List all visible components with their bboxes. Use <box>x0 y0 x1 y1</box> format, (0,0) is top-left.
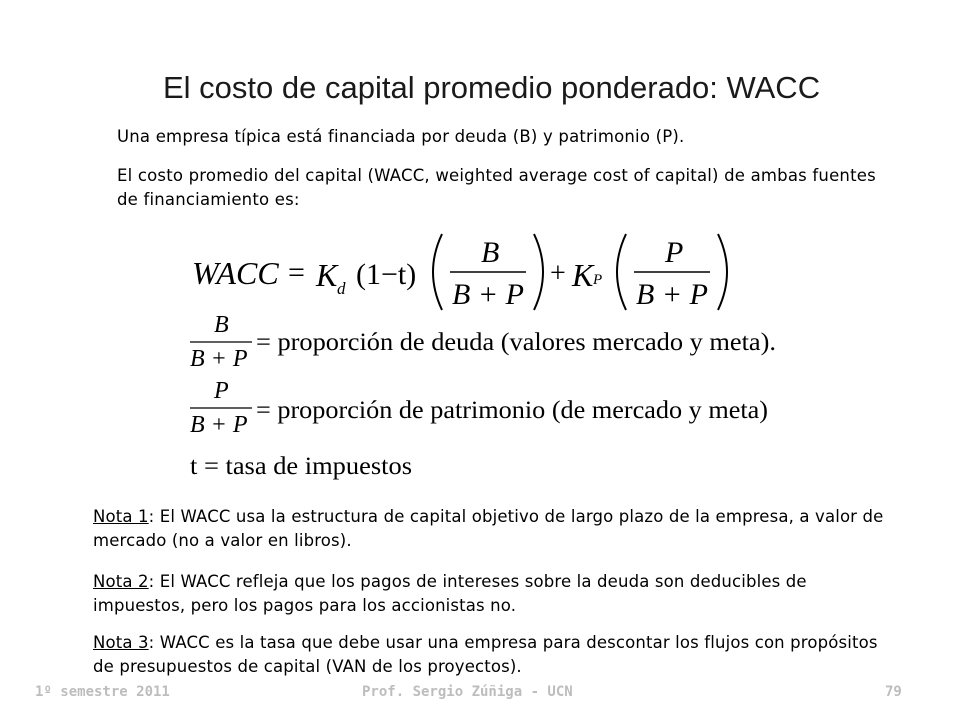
tax-factor: (1−t) <box>356 258 417 291</box>
note-3-label: Nota 3 <box>93 633 149 652</box>
footer-page-number: 79 <box>885 684 902 700</box>
note-1-text: : El WACC usa la estructura de capital objetivo de largo plazo de la empresa, a valor de mercado (no a valor en libros). <box>93 507 884 550</box>
wacc-lhs: WACC <box>192 255 279 291</box>
intro-paragraph-1: Una empresa típica está financiada por deuda (B) y patrimonio (P). <box>117 127 685 146</box>
def2-denominator: B + P <box>190 412 248 438</box>
wacc-formulas <box>188 228 808 488</box>
frac-p-numerator: P <box>665 236 684 269</box>
def1-numerator: B <box>214 312 229 338</box>
def2-text: = proporción de patrimonio (de mercado y meta) <box>256 397 768 424</box>
def1-denominator: B + P <box>190 346 248 372</box>
kp-symbol: K <box>572 257 594 293</box>
frac-denominator-1: B + P <box>452 278 524 311</box>
left-paren-1 <box>433 234 442 310</box>
equals-sign: = <box>288 256 305 289</box>
def1-text: = proporción de deuda (valores mercado y meta). <box>256 329 776 356</box>
note-2-text: : El WACC refleja que los pagos de intereses sobre la deuda son deducibles de impuestos, pero los pagos para los accionistas no. <box>93 572 807 615</box>
intro-paragraph-2: El costo promedio del capital (WACC, weighted average cost of capital) de ambas fuentes de financiamiento es: <box>117 166 876 209</box>
note-3 <box>93 631 903 679</box>
note-3-text: : WACC es la tasa que debe usar una empresa para descontar los flujos con propósitos de presupuestos de capital (VAN de los proyectos). <box>93 633 878 676</box>
kd-subscript: d <box>337 279 346 298</box>
def3-text: t = tasa de impuestos <box>190 453 412 480</box>
slide-title: El costo de capital promedio ponderado: WACC <box>163 70 821 105</box>
kp-subscript: P <box>593 272 603 288</box>
note-1-label: Nota 1 <box>93 507 149 526</box>
note-2-label: Nota 2 <box>93 572 149 591</box>
frac-b-numerator: B <box>481 236 500 269</box>
right-paren-2 <box>718 234 727 310</box>
left-paren-2 <box>617 234 626 310</box>
frac-denominator-2: B + P <box>636 278 708 311</box>
kd-symbol: K <box>316 257 338 293</box>
plus-sign: + <box>550 258 566 289</box>
def2-numerator: P <box>214 378 229 404</box>
footer-semester: 1º semestre 2011 <box>35 684 170 700</box>
note-2 <box>93 570 903 618</box>
right-paren-1 <box>534 234 543 310</box>
footer-author: Prof. Sergio Zúñiga - UCN <box>362 684 573 700</box>
note-1 <box>93 505 903 553</box>
